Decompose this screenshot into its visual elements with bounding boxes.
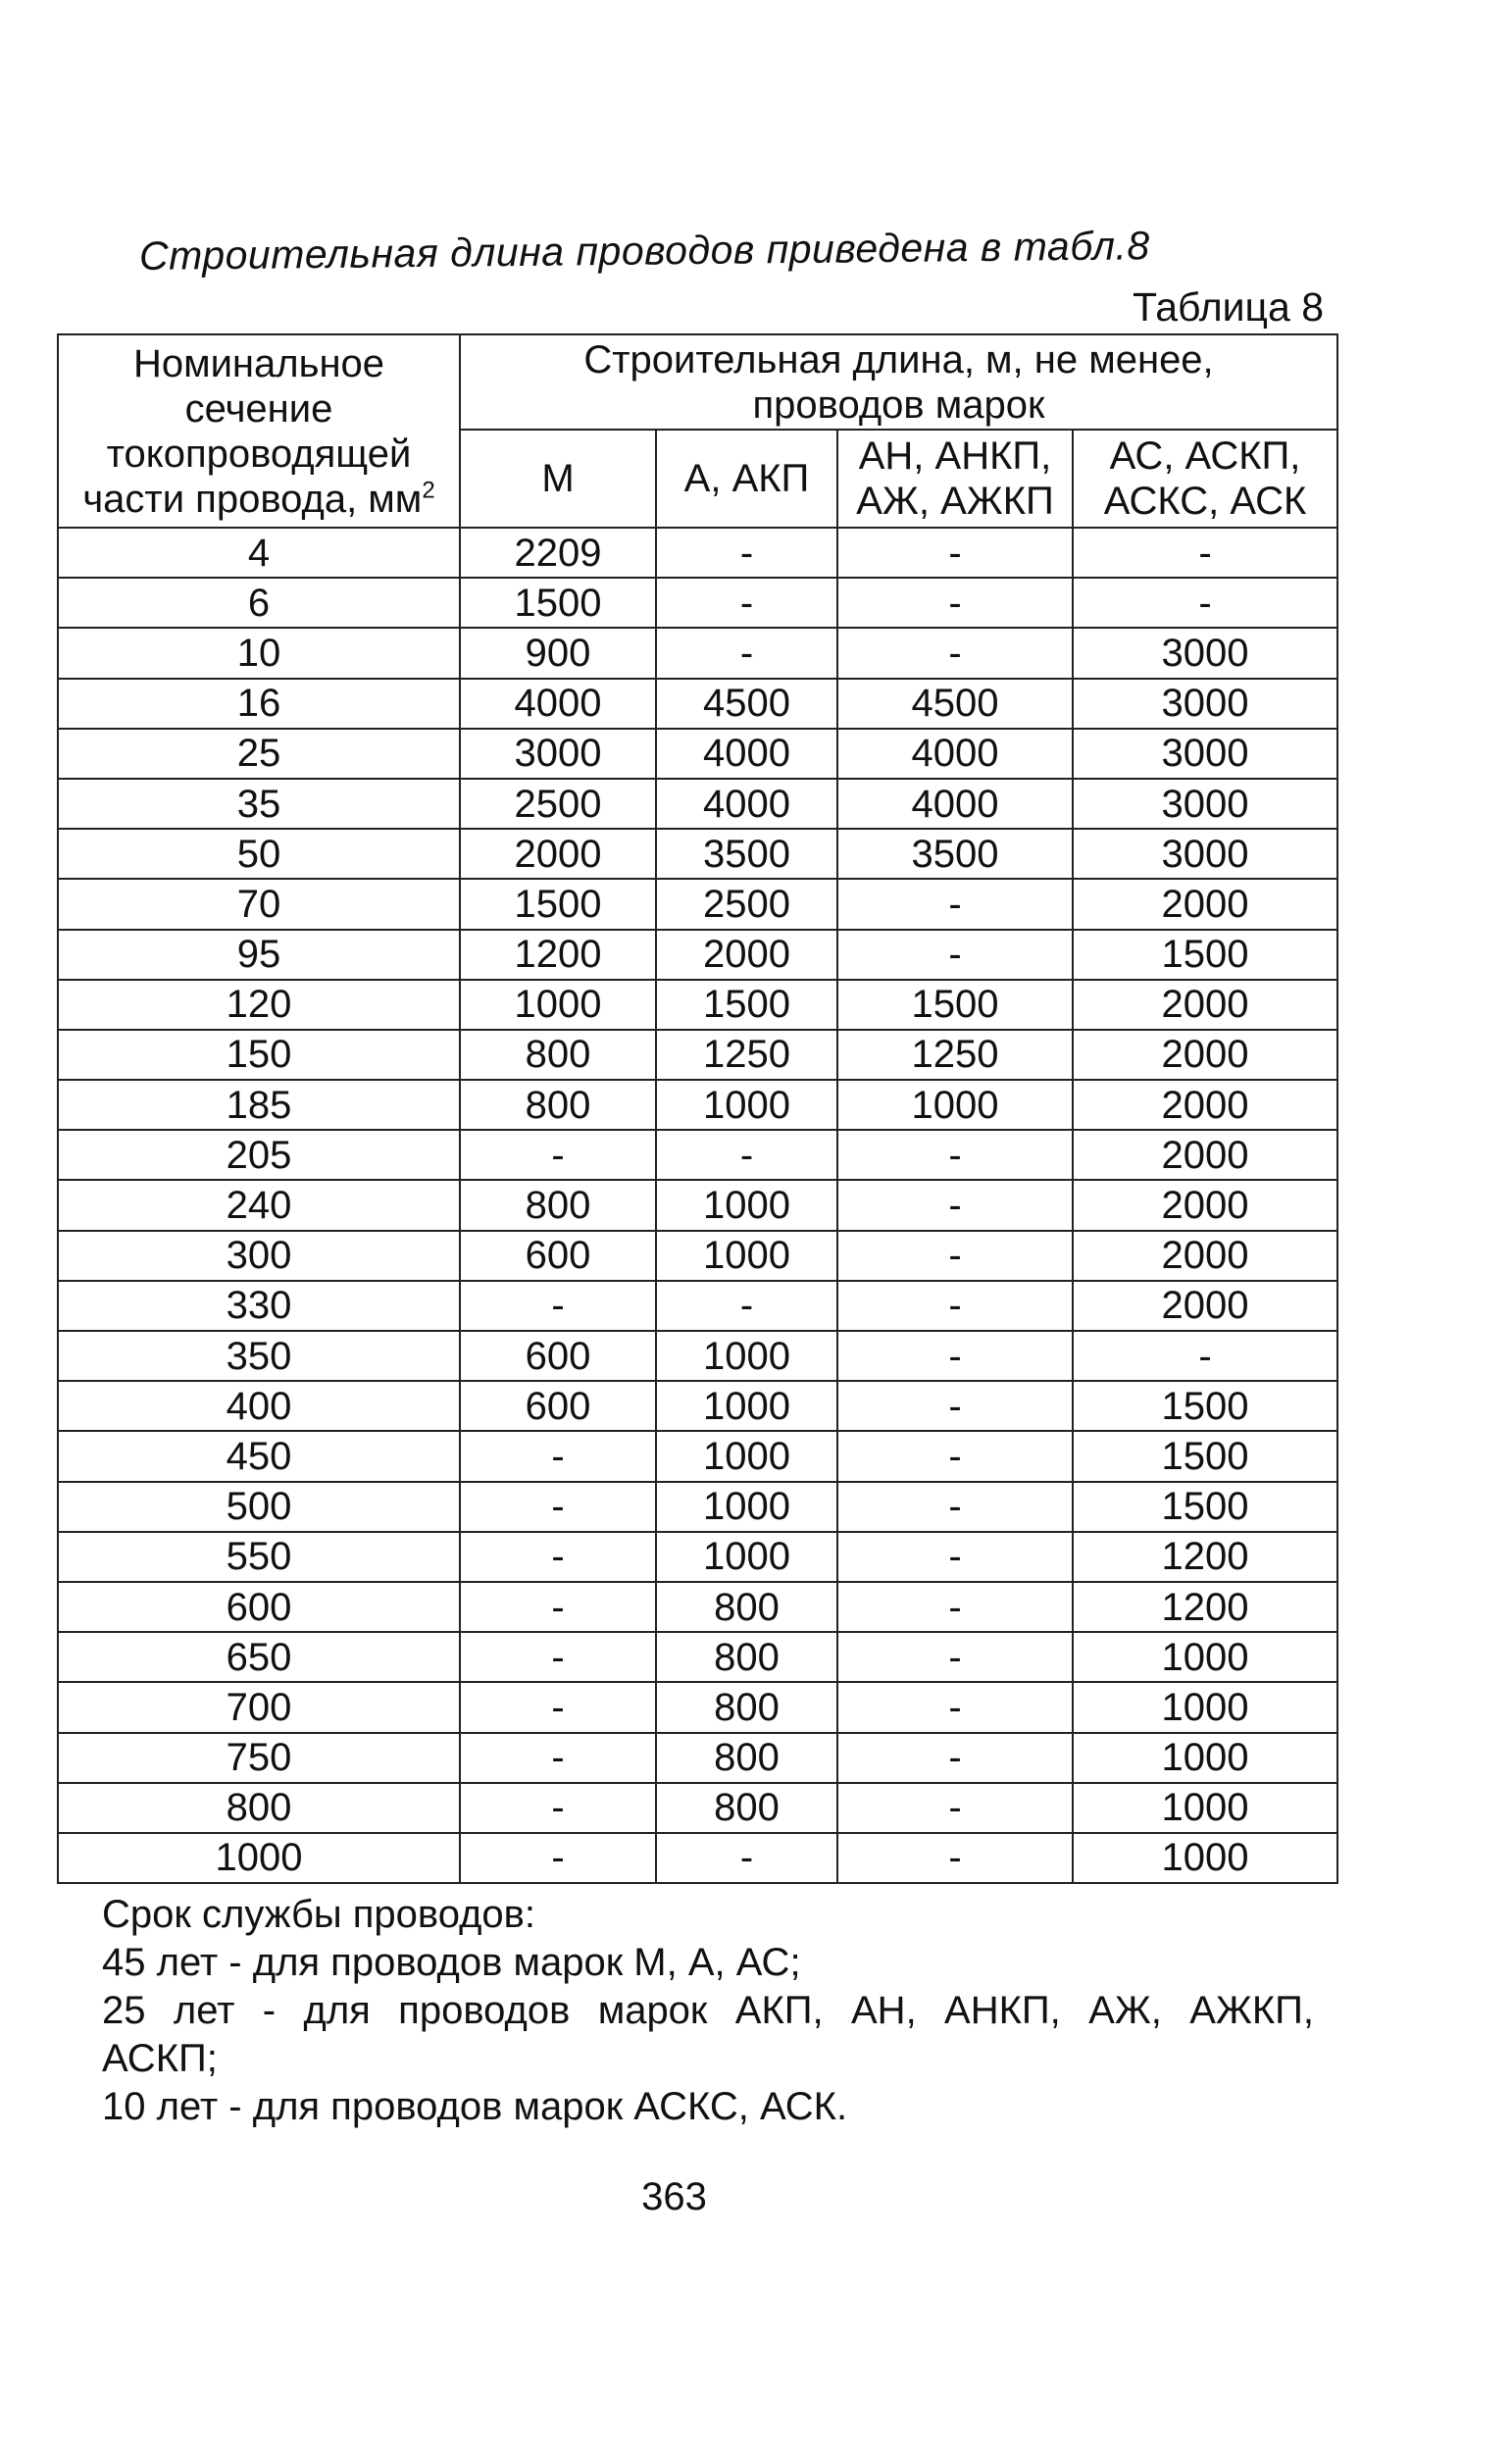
table-row (58, 879, 1337, 929)
length-cell: 2500 (460, 779, 656, 829)
table-row (58, 1281, 1337, 1331)
header-brand-line: АСКС, АСК (1103, 480, 1307, 523)
table-row (58, 1231, 1337, 1281)
length-cell: - (837, 1733, 1073, 1783)
header-length-title-line1: Строительная длина, м, не менее, (583, 337, 1214, 382)
length-cell: 1000 (656, 1431, 837, 1481)
length-cell: 800 (656, 1783, 837, 1833)
length-cell: 1500 (1073, 930, 1337, 980)
cross-section-cell: 1000 (58, 1833, 460, 1883)
length-cell: 1500 (460, 879, 656, 929)
table-row (58, 528, 1337, 578)
length-cell: - (460, 1482, 656, 1532)
cross-section-cell: 700 (58, 1682, 460, 1732)
cross-section-cell: 16 (58, 679, 460, 729)
header-section-line: части провода, мм (82, 477, 423, 521)
length-cell: 3500 (656, 829, 837, 879)
length-cell: 600 (460, 1381, 656, 1431)
header-brand-line: АС, АСКП, (1109, 434, 1301, 478)
table-row (58, 1582, 1337, 1632)
length-cell: 1500 (656, 980, 837, 1030)
length-cell: 800 (656, 1682, 837, 1732)
cross-section-cell: 10 (58, 628, 460, 678)
notes-line: 45 лет - для проводов марок М, А, АС; (102, 1941, 801, 1984)
length-cell: 1200 (1073, 1582, 1337, 1632)
length-cell: 3000 (460, 729, 656, 779)
length-cell: 2000 (1073, 1080, 1337, 1130)
length-cell: - (837, 1783, 1073, 1833)
length-cell: - (837, 1431, 1073, 1481)
notes-line: 25 лет - для проводов марок АКП, АН, АНКП, АЖ, АЖКП, (102, 1989, 1314, 2032)
length-cell: - (837, 1532, 1073, 1582)
length-cell: - (837, 1331, 1073, 1381)
length-cell: - (460, 1783, 656, 1833)
length-cell: - (837, 1281, 1073, 1331)
length-cell: 1000 (656, 1532, 837, 1582)
header-brand-line: АЖ, АЖКП (856, 480, 1054, 523)
length-cell: 1000 (656, 1482, 837, 1532)
length-cell: 1000 (656, 1080, 837, 1130)
table-row (58, 729, 1337, 779)
length-cell: - (837, 1632, 1073, 1682)
table-row (58, 980, 1337, 1030)
length-cell: - (837, 1582, 1073, 1632)
length-cell: - (656, 1833, 837, 1883)
table-row (58, 1632, 1337, 1682)
header-section-line: токопроводящей (106, 432, 412, 476)
length-cell: - (837, 1381, 1073, 1431)
table-row (58, 679, 1337, 729)
length-cell: 2000 (1073, 1030, 1337, 1080)
length-cell: 4000 (656, 779, 837, 829)
table-row (58, 930, 1337, 980)
header-brand-an (837, 430, 1073, 528)
length-cell: - (460, 1532, 656, 1582)
wire-length-table (57, 333, 1338, 1884)
length-cell: 3000 (1073, 679, 1337, 729)
notes-line: АСКП; (102, 2037, 218, 2080)
length-cell: 1500 (1073, 1381, 1337, 1431)
notes-line: 10 лет - для проводов марок АСКС, АСК. (102, 2085, 848, 2128)
length-cell: - (460, 1632, 656, 1682)
length-cell: - (837, 1180, 1073, 1230)
length-cell: - (837, 628, 1073, 678)
length-cell: 1250 (837, 1030, 1073, 1080)
header-brand-m (460, 430, 656, 528)
notes-title: Срок службы проводов: (102, 1893, 536, 1936)
length-cell: - (837, 1231, 1073, 1281)
table-row (58, 1080, 1337, 1130)
cross-section-cell: 95 (58, 930, 460, 980)
cross-section-cell: 240 (58, 1180, 460, 1230)
length-cell: 1000 (1073, 1833, 1337, 1883)
service-life-notes (102, 1891, 1314, 2131)
length-cell: - (837, 1482, 1073, 1532)
table-row (58, 578, 1337, 628)
length-cell: 3000 (1073, 829, 1337, 879)
length-cell: 800 (460, 1180, 656, 1230)
length-cell: 2000 (1073, 1180, 1337, 1230)
length-cell: - (837, 578, 1073, 628)
length-cell: - (656, 578, 837, 628)
length-cell: 3000 (1073, 779, 1337, 829)
length-cell: 2500 (656, 879, 837, 929)
length-cell: - (460, 1130, 656, 1180)
table-row (58, 1532, 1337, 1582)
cross-section-cell: 400 (58, 1381, 460, 1431)
length-cell: 1000 (460, 980, 656, 1030)
intro-text: Строительная длина проводов приведена в табл.8 (138, 223, 1150, 279)
length-cell: 1000 (1073, 1682, 1337, 1732)
header-length-title-line2: проводов марок (752, 382, 1045, 427)
cross-section-cell: 185 (58, 1080, 460, 1130)
length-cell: 1000 (1073, 1733, 1337, 1783)
table-row (58, 1180, 1337, 1230)
length-cell: - (1073, 578, 1337, 628)
length-cell: 2209 (460, 528, 656, 578)
cross-section-cell: 205 (58, 1130, 460, 1180)
length-cell: 3500 (837, 829, 1073, 879)
cross-section-cell: 600 (58, 1582, 460, 1632)
cross-section-cell: 50 (58, 829, 460, 879)
table-row (58, 628, 1337, 678)
length-cell: 1000 (837, 1080, 1073, 1130)
length-cell: 1000 (656, 1231, 837, 1281)
length-cell: 800 (656, 1733, 837, 1783)
length-cell: 1200 (1073, 1532, 1337, 1582)
length-cell: 900 (460, 628, 656, 678)
table-row (58, 1381, 1337, 1431)
table-row (58, 1482, 1337, 1532)
length-cell: - (837, 1130, 1073, 1180)
table-row (58, 1130, 1337, 1180)
cross-section-cell: 750 (58, 1733, 460, 1783)
length-cell: 1200 (460, 930, 656, 980)
cross-section-cell: 350 (58, 1331, 460, 1381)
cross-section-cell: 4 (58, 528, 460, 578)
cross-section-cell: 500 (58, 1482, 460, 1532)
length-cell: 1500 (1073, 1482, 1337, 1532)
length-cell: 800 (460, 1030, 656, 1080)
length-cell: - (460, 1431, 656, 1481)
length-cell: 2000 (460, 829, 656, 879)
cross-section-cell: 150 (58, 1030, 460, 1080)
length-cell: 1000 (656, 1381, 837, 1431)
length-cell: - (837, 930, 1073, 980)
length-cell: 4000 (837, 779, 1073, 829)
length-cell: - (656, 1130, 837, 1180)
header-section-line: сечение (184, 386, 333, 431)
table-row (58, 1431, 1337, 1481)
length-cell: 4500 (656, 679, 837, 729)
table-row (58, 1331, 1337, 1381)
length-cell: 1000 (656, 1180, 837, 1230)
header-brand-a-akp (656, 430, 837, 528)
length-cell: - (837, 528, 1073, 578)
table-caption: Таблица 8 (1133, 284, 1324, 330)
cross-section-cell: 70 (58, 879, 460, 929)
length-cell: 1250 (656, 1030, 837, 1080)
length-cell: - (656, 528, 837, 578)
cross-section-cell: 330 (58, 1281, 460, 1331)
length-cell: 600 (460, 1331, 656, 1381)
length-cell: 4000 (837, 729, 1073, 779)
length-cell: 2000 (1073, 1281, 1337, 1331)
header-brand-line: А, АКП (683, 457, 810, 500)
header-cross-section (58, 334, 460, 528)
table-row (58, 779, 1337, 829)
cross-section-cell: 120 (58, 980, 460, 1030)
length-cell: 800 (656, 1632, 837, 1682)
cross-section-cell: 450 (58, 1431, 460, 1481)
header-brand-line: АН, АНКП, (858, 434, 1052, 478)
length-cell: 1500 (837, 980, 1073, 1030)
header-section-line: Номинальное (132, 341, 385, 385)
length-cell: - (460, 1682, 656, 1732)
table-body (58, 528, 1337, 1883)
length-cell: 3000 (1073, 628, 1337, 678)
length-cell: - (460, 1833, 656, 1883)
length-cell: 1000 (1073, 1632, 1337, 1682)
length-cell: 800 (656, 1582, 837, 1632)
length-cell: 800 (460, 1080, 656, 1130)
cross-section-cell: 550 (58, 1532, 460, 1582)
length-cell: 2000 (1073, 980, 1337, 1030)
length-cell: 4000 (656, 729, 837, 779)
table-row (58, 1682, 1337, 1732)
length-cell: 3000 (1073, 729, 1337, 779)
cross-section-cell: 35 (58, 779, 460, 829)
length-cell: - (656, 1281, 837, 1331)
page-number: 363 (641, 2175, 707, 2218)
length-cell: - (1073, 1331, 1337, 1381)
length-cell: 2000 (1073, 1231, 1337, 1281)
length-cell: 1500 (1073, 1431, 1337, 1481)
length-cell: - (837, 1682, 1073, 1732)
table-row (58, 1833, 1337, 1883)
length-cell: - (837, 879, 1073, 929)
cross-section-cell: 6 (58, 578, 460, 628)
length-cell: 1000 (1073, 1783, 1337, 1833)
cross-section-cell: 800 (58, 1783, 460, 1833)
length-cell: 1000 (656, 1331, 837, 1381)
length-cell: - (837, 1833, 1073, 1883)
table-row (58, 829, 1337, 879)
header-brand-line: М (541, 457, 575, 500)
length-cell: 4000 (460, 679, 656, 729)
cross-section-cell: 300 (58, 1231, 460, 1281)
cross-section-cell: 25 (58, 729, 460, 779)
length-cell: 1500 (460, 578, 656, 628)
header-construction-length (460, 334, 1337, 430)
length-cell: 2000 (1073, 879, 1337, 929)
header-brand-as (1073, 430, 1337, 528)
length-cell: - (460, 1281, 656, 1331)
length-cell: - (460, 1733, 656, 1783)
length-cell: 600 (460, 1231, 656, 1281)
length-cell: 4500 (837, 679, 1073, 729)
length-cell: - (460, 1582, 656, 1632)
length-cell: - (656, 628, 837, 678)
table-row (58, 1783, 1337, 1833)
length-cell: - (1073, 528, 1337, 578)
length-cell: 2000 (656, 930, 837, 980)
table-row (58, 1030, 1337, 1080)
header-section-line-units (61, 477, 457, 522)
length-cell: 2000 (1073, 1130, 1337, 1180)
cross-section-cell: 650 (58, 1632, 460, 1682)
header-superscript: 2 (422, 477, 435, 504)
table-row (58, 1733, 1337, 1783)
